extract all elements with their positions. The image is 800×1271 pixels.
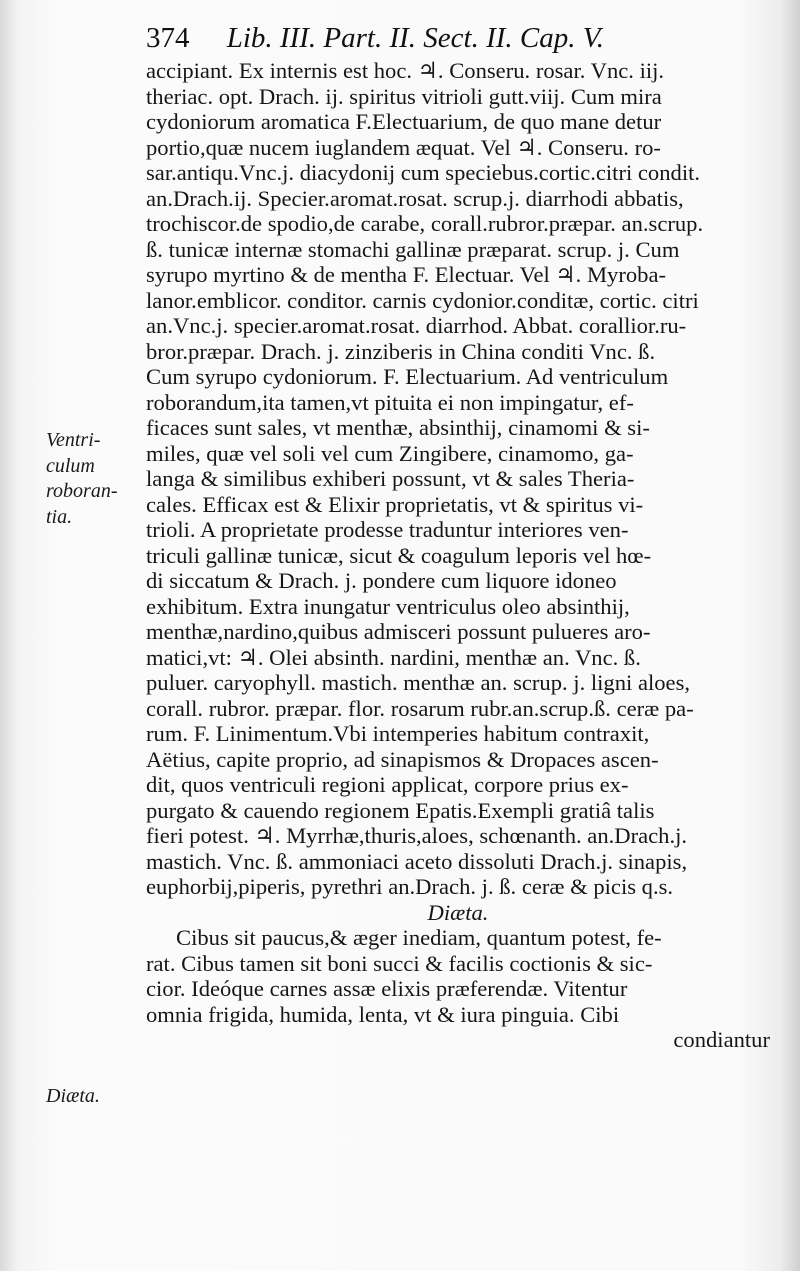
text-line: langa & similibus exhiberi possunt, vt & sales Theria-: [146, 466, 635, 491]
margin-note-line: Diæta.: [46, 1085, 100, 1107]
text-line: roborandum,ita tamen,vt pituita ei non impingatur, ef-: [146, 389, 634, 415]
text-line: lanor.emblicor. conditor. carnis cydonior.conditæ, cortic. citri: [146, 287, 699, 313]
text-line: ß. tunicæ internæ stomachi gallinæ præparat. scrup. j. Cum: [146, 236, 680, 262]
text-line: corall. rubror. præpar. flor. rosarum rubr.an.scrup.ß. ceræ pa-: [146, 695, 694, 721]
text-line: portio,quæ nucem iuglandem æquat. Vel ♃. Conseru. ro-: [146, 134, 661, 160]
text-line: menthæ,nardino,quibus admisceri possunt pulueres aro-: [146, 619, 651, 644]
text-line: accipiant. Ex internis est hoc. ♃. Conseru. rosar. Vnc. iij.: [146, 58, 665, 83]
text-line: di siccatum & Drach. j. pondere cum liquore idoneo: [146, 568, 617, 593]
text-line: trioli. A proprietate prodesse traduntur interiores ven-: [146, 517, 629, 542]
text-line: syrupo myrtino & de mentha F. Electuar. Vel ♃. Myroba-: [146, 262, 667, 287]
text-line: cales. Efficax est & Elixir proprietatis, vt & spiritus vi-: [146, 491, 644, 517]
text-line: matici,vt: ♃. Olei absinth. nardini, menthæ an. Vnc. ß.: [146, 644, 641, 670]
margin-note-line: tia.: [46, 505, 73, 528]
margin-note-line: culum: [46, 454, 95, 477]
text-line: exhibitum. Extra inungatur ventriculus oleo absinthij,: [146, 593, 630, 619]
text-line: rat. Cibus tamen sit boni succi & facilis coctionis & sic-: [146, 950, 653, 976]
text-line: fieri potest. ♃. Myrrhæ,thuris,aloes, schœnanth. an.Drach.j.: [146, 823, 688, 848]
text-line: rum. F. Linimentum.Vbi intemperies habitum contraxit,: [146, 721, 650, 746]
text-line: an.Vnc.j. specier.aromat.rosat. diarrhod. Abbat. corallior.ru-: [146, 313, 687, 338]
page-number: 374: [146, 22, 190, 54]
text-line: theriac. opt. Drach. ij. spiritus vitrioli gutt.viij. Cum mira: [146, 83, 662, 109]
text-line: dit, quos ventriculi regioni applicat, corpore prius ex-: [146, 772, 629, 797]
text-line: purgato & cauendo regionem Epatis.Exempli gratiâ talis: [146, 797, 655, 823]
section-heading: Diæta.: [427, 899, 489, 925]
text-line: puluer. caryophyll. mastich. menthæ an. scrup. j. ligni aloes,: [146, 670, 691, 695]
text-line: sar.antiqu.Vnc.j. diacydonij cum speciebus.cortic.citri condit.: [146, 160, 701, 185]
text-line: omnia frigida, humida, lenta, vt & iura pinguia. Cibi: [146, 1001, 620, 1027]
text-line: Cum syrupo cydoniorum. F. Electuarium. Ad ventriculum: [146, 364, 669, 389]
text-line: cior. Ideóque carnes assæ elixis præferendæ. Vitentur: [146, 976, 628, 1001]
text-line: triculi gallinæ tunicæ, sicut & coagulum leporis vel hœ-: [146, 542, 652, 568]
running-title: Lib. III. Part. II. Sect. II. Cap. V.: [226, 22, 604, 54]
text-line: cydoniorum aromatica F.Electuarium, de quo mane detur: [146, 109, 662, 134]
text-line: an.Drach.ij. Specier.aromat.rosat. scrup.j. diarrhodi abbatis,: [146, 185, 684, 211]
margin-note-line: Ventri-: [46, 429, 101, 451]
text-line: bror.præpar. Drach. j. zinziberis in China conditi Vnc. ß.: [146, 338, 656, 364]
body-text: [146, 58, 770, 1053]
text-line: Cibus sit paucus,& æger inediam, quantum potest, fe-: [176, 925, 662, 950]
text-line: euphorbij,piperis, pyrethri an.Drach. j. ß. ceræ & picis q.s.: [146, 874, 674, 899]
text-line: Aëtius, capite proprio, ad sinapismos & Dropaces ascen-: [146, 746, 659, 772]
catchword: condiantur: [673, 1027, 770, 1052]
text-line: mastich. Vnc. ß. ammoniaci aceto dissoluti Drach.j. sinapis,: [146, 848, 688, 874]
text-line: miles, quæ vel soli vel cum Zingibere, cinamomo, ga-: [146, 440, 634, 466]
margin-note-line: roboran-: [46, 480, 118, 502]
running-header: [146, 22, 746, 58]
margin-note-ventriculum: [46, 428, 146, 530]
text-line: trochiscor.de spodio,de carabe, corall.rubror.præpar. an.scrup.: [146, 211, 704, 236]
margin-note-diaeta: [46, 1084, 146, 1110]
text-line: ficaces sunt sales, vt menthæ, absinthij, cinamomi & si-: [146, 415, 650, 440]
